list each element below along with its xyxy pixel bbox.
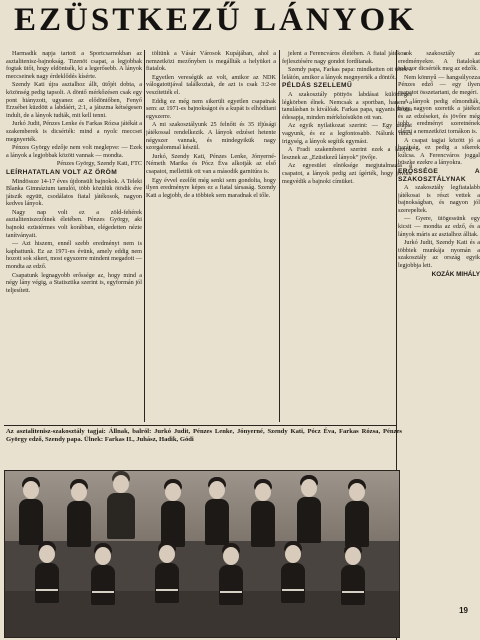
paragraph: Csapatunk legnagyobb erőssége az, hogy mind a négy lány végig, a Statisztika szerint is, egyformán jól teljesített. xyxy=(6,271,142,294)
column-divider xyxy=(279,50,280,422)
page-number: 19 xyxy=(459,606,468,615)
photo-caption: Az asztalitenisz-szakosztály tagjai: Állnak, balról: Jurkó Judit, Pénzes Lenke, Jónyerné, Szendy Kati, Pócz Éva, Farkas Rózsa, Pénzes György edző, Szendy papa. Ülnek: Farkas II., Juhász, Hadik, Gódi xyxy=(6,428,402,443)
paragraph: — Azt hiszem, ennél szebb eredményt nem is kaphattunk. Ez az 1971-es évünk, amely eddig nem hozott sok sikert, most egyszerre mindent megadott — mondta az edző. xyxy=(6,240,142,271)
paragraph: Az egyik nyilatkozat szerint: — Egy csapat vagyunk, és ez a legfontosabb. Nálunk nincs irigység, a lányok segítik egymást. xyxy=(282,122,412,145)
paragraph: Szendy papa, Farkas papa: mindketten ott ültek a lelátón, amikor a lányok megnyerték a döntőt. xyxy=(282,66,412,81)
paragraph: Egy évvel ezelőtt még senki sem gondolta, hogy ilyen eredményre képes ez a fiatal társaság. Szendy Kati a legjobb, de a többiek sem maradnak el tőle. xyxy=(146,176,276,199)
paragraph: Egyetlen vereségük az volt, amikor az NDK válogatottjával találkoztak, de azt is csak 3:2-re veszítették el. xyxy=(146,73,276,96)
team-photo xyxy=(4,470,400,638)
paragraph: Harmadik napja tartott a Sportcsarnokban az asztalitenisz-bajnokság. Tizenöt csapat, a legjobbak fogtak ütőt, hogy eldöntsék, ki a legerősebb. A lányok meccseinek nagy érdeklődés kísérte. xyxy=(6,50,142,80)
paragraph: Jurkó Judit, Szendy Kati és a többiek munkája nyomán a szakosztály az ország egyik legjobbja lett. xyxy=(398,239,480,270)
paragraph: Eddig ez még nem sikerült egyetlen csapatnak sem: az 1971-es bajnokságot és a kupát is elhódítani egyszerre. xyxy=(146,97,276,120)
paragraph: Nagy nap volt ez a zöld-fehérek asztaliteniszezőinek életében. Pénzes György, aki bajnoki ezüstérmes volt korábban, elégedetten nézte tanítványait. xyxy=(6,208,142,239)
photo-background-wall xyxy=(5,471,399,541)
author-signature: KOZÁK MIHÁLY xyxy=(431,270,480,278)
paragraph: — Gyere, ütögessünk egy kicsit — mondta az edző, és a lányok máris az asztalhoz álltak. xyxy=(398,215,480,238)
paragraph: a szakosztály az eredményekre. A fiatalokat sokszor dicsérték meg az edzők. xyxy=(398,50,480,73)
paragraph: Pénzes György, Szendy Kati, FTC xyxy=(56,160,142,168)
paragraph: Pénzes György edzője nem volt meglepve: — Ezek a lányok a legjobbak között vannak — mondta. xyxy=(6,144,142,159)
article-header xyxy=(0,0,480,44)
paragraph: A Fradi szakemberei szerint ezek a lányok lesznek az „Ezüstkezű lányok” jövője. xyxy=(282,146,412,161)
subheading: LEÍRHATATLAN VOLT AZ ÖRÖM xyxy=(6,168,118,176)
article-column-4 xyxy=(398,50,480,640)
paragraph: jelent a Ferencváros életében. A fiatal játékosok fejlesztésére nagy gondot fordítanak. xyxy=(282,50,412,65)
article-column-3 xyxy=(282,50,412,422)
horizontal-rule xyxy=(4,425,396,426)
paragraph: A szakosztály legfiatalabb játékosai is részt vettek a bajnokságban, és nagyon jól szerepeltek. xyxy=(398,184,480,214)
paragraph: Jurkó Judit, Pénzes Lenke és Farkas Rózsa játékát a szakemberek is dicsérték: mind a nyolc meccset megnyerték. xyxy=(6,120,142,143)
paragraph: Szendy Kati újra asztalhoz állt, ütőjét dobta, a közönség pedig tapsolt. A döntő mérkőzésen csak egy pont hiányzott, ugyanez az elődöntőben, Fenyő Erzsébet küzdött a labdáért, 2:1, a játszma kétségesen indult, de a lányok tudták, mit kell tenni. xyxy=(6,81,142,119)
paragraph: Mindössze 14-17 éves újdonsült bajnokok. A Teleki Blanka Gimnázium tanulói, több közülük ötödik éve játszik együtt, csodálatos fiatal játékosok, nagyon kedves lányok. xyxy=(6,177,142,208)
paragraph: A lányok pedig elmondták, hogy nagyon szeretik a játékot és az edzéseket, és jövőre még jobb eredményt szeretnének elérni a nemzetközi tornákon is. xyxy=(398,97,480,135)
paragraph: töltünk a Vásár Városok Kupájában, ahol a nemzetközi mezőnyben is megállták a helyüket a fiatalok. xyxy=(146,50,276,73)
subheading: PÉLDÁS SZELLEMŰ xyxy=(282,82,353,90)
paragraph: A csapat tagjai között jó a barátság, ez pedig a sikerek kulcsa. A Ferencváros joggal büszke ezekre a lányokra. xyxy=(398,136,480,167)
article-title: EZÜSTKEZŰ LÁNYOK xyxy=(14,2,417,38)
paragraph: Jurkó, Szendy Kati, Pénzes Lenke, Jónyerné-Németh Marika és Pócz Éva alkotják az első csapatot, mellettük ott van a második garnitúra is. xyxy=(146,152,276,175)
paragraph: A mi szakosztályunk 25 felnőtt és 35 ifjúsági játékossal rendelkezik. A lányok edzései hetente négyszer vannak, és mindegyikük nagy szorgalommal készül. xyxy=(146,121,276,152)
column-divider xyxy=(144,50,145,422)
paragraph: A szakosztály pöttyös labdásai különleges légkörben élnek. Nemcsak a sportban, hanem a tanulásban is kiválóak. Farkas papa, ugyanis Rózsa édesapja, minden mérkőzésükön ott van. xyxy=(282,90,412,121)
photo-floor xyxy=(5,591,399,637)
subheading: ERŐSSÉGE A SZAKOSZTÁLYNAK xyxy=(398,167,480,183)
paragraph: Nem könnyű — hangsúlyozza Pénzes edző — egy ilyen csapatot összetartani, de megéri. xyxy=(398,73,480,96)
article-column-2 xyxy=(146,50,276,422)
paragraph: Az egyesület elnöksége megjutalmazta a csapatot, a lányok pedig azt ígérték, hogy jövőre megvédik a bajnoki címüket. xyxy=(282,162,412,185)
